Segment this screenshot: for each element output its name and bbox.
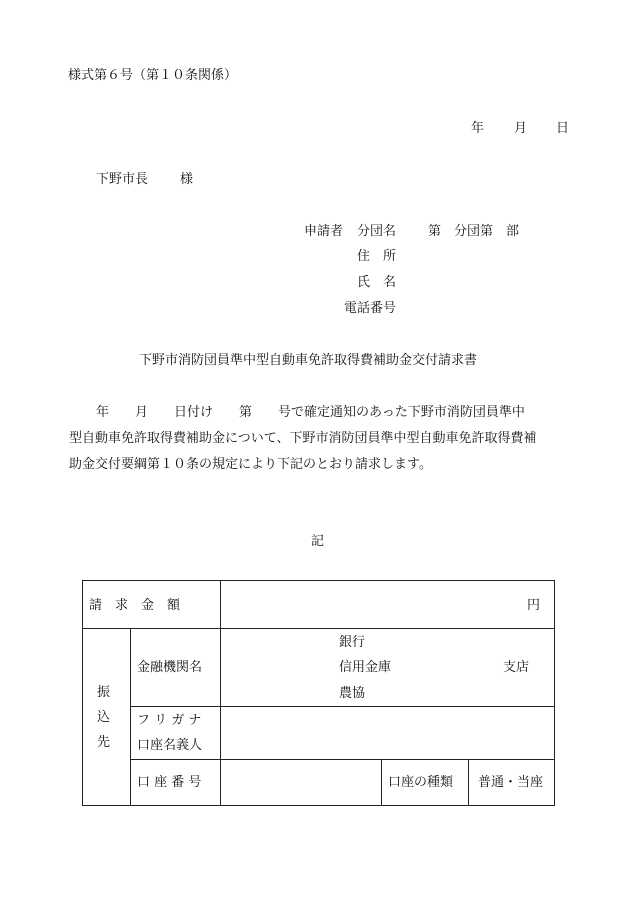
col-divider [468,759,469,805]
transfer-label-1: 振 [97,685,111,700]
branch-suffix: 支店 [503,660,530,675]
date-month: 月 [514,121,528,136]
bank-type-nokyo: 農協 [339,686,366,701]
bank-type-bank: 銀行 [339,635,366,650]
col-divider [130,628,131,805]
transfer-label-3: 先 [97,735,111,750]
amount-unit: 円 [527,598,541,613]
row-divider [130,706,554,707]
phone-label: 電話番号 [344,301,397,316]
holder-label: 口座名義人 [137,738,203,753]
bank-type-shinkin: 信用金庫 [339,660,392,675]
body-line-1: 年 月 日付け 第 号で確定通知のあった下野市消防団員準中 [96,405,525,420]
address-label: 住 所 [357,249,397,264]
addressee-name: 下野市長 [96,172,149,187]
account-number-label: 口 座 番 号 [137,775,202,790]
branch-label: 分団名 [357,224,397,239]
col-divider [381,759,382,805]
applicant-label: 申請者 [304,224,344,239]
row-divider [130,759,554,760]
date-year: 年 [471,121,485,136]
name-label: 氏 名 [357,275,397,290]
account-type-value: 普通・当座 [478,775,544,790]
body-line-2: 型自動車免許取得費補助金について、下野市消防団員準中型自動車免許取得費補 [69,431,537,446]
account-type-label: 口座の種類 [388,775,454,790]
date-day: 日 [556,121,570,136]
addressee-honorific: 様 [180,172,194,187]
form-number: 様式第６号（第１０条関係） [68,68,238,83]
col-divider [220,581,221,805]
amount-label: 請 求 金 額 [89,598,181,613]
ki-mark: 記 [311,534,325,549]
furigana-label: フ リ ガ ナ [137,713,202,728]
body-line-3: 助金交付要綱第１０条の規定により下記のとおり請求します。 [69,457,432,472]
request-table [82,580,555,806]
bank-label: 金融機関名 [137,660,203,675]
row-divider [83,628,554,629]
document-title: 下野市消防団員準中型自動車免許取得費補助金交付請求書 [139,353,478,368]
branch-value: 第 分団第 部 [428,224,520,239]
transfer-label-2: 込 [97,710,111,725]
